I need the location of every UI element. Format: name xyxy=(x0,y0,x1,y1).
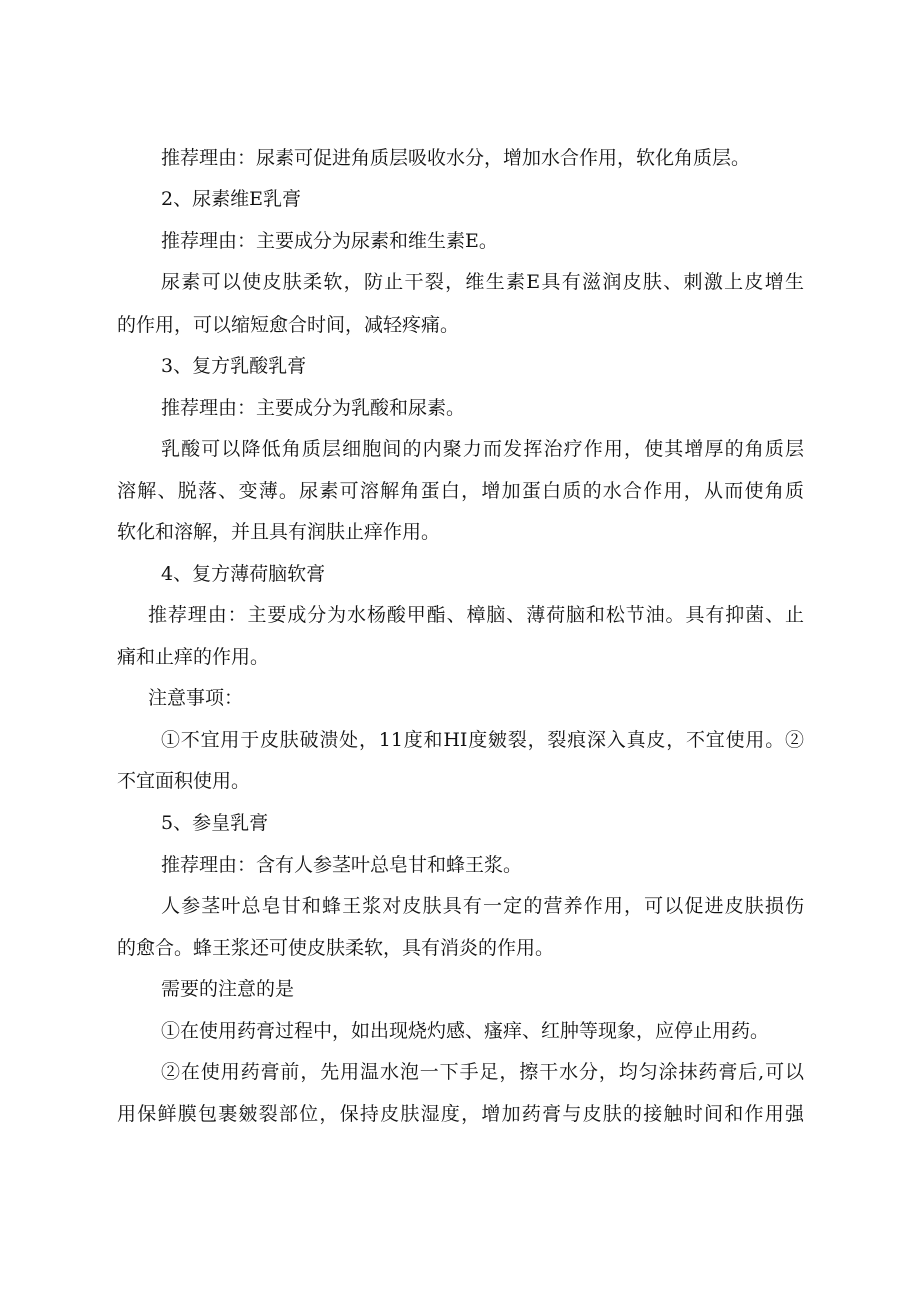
paragraph-line: 的作用，可以缩短愈合时间，减轻疼痛。 xyxy=(117,314,460,336)
paragraph-line: 人参茎叶总皂甘和蜂王浆对皮肤具有一定的营养作用，可以促进皮肤损伤 xyxy=(161,895,804,917)
paragraph-line: 用保鲜膜包裹皴裂部位，保持皮肤湿度，增加药膏与皮肤的接触时间和作用强 xyxy=(117,1103,804,1125)
paragraph-line: 痛和止痒的作用。 xyxy=(117,646,270,668)
paragraph-line: 推荐理由：尿素可促进角质层吸收水分，增加水合作用，软化角质层。 xyxy=(161,147,751,169)
section-heading: 4、复方薄荷脑软膏 xyxy=(161,563,326,585)
section-heading: 2、尿素维E乳膏 xyxy=(161,188,301,210)
paragraph-line: 推荐理由：主要成分为水杨酸甲酯、樟脑、薄荷脑和松节油。具有抑菌、止 xyxy=(148,604,804,626)
paragraph-line: 不宜面积使用。 xyxy=(117,770,251,792)
paragraph-line: 推荐理由：主要成分为尿素和维生素E。 xyxy=(161,230,498,252)
paragraph-line: 推荐理由：主要成分为乳酸和尿素。 xyxy=(161,397,466,419)
paragraph-line: 推荐理由：含有人参茎叶总皂甘和蜂王浆。 xyxy=(161,854,523,876)
paragraph-line: 溶解、脱落、变薄。尿素可溶解角蛋白，增加蛋白质的水合作用，从而使角质 xyxy=(117,480,804,502)
note-heading: 注意事项： xyxy=(148,687,244,709)
paragraph-line: ①在使用药膏过程中，如出现烧灼感、瘙痒、红肿等现象，应停止用药。 xyxy=(161,1020,770,1042)
note-heading: 需要的注意的是 xyxy=(161,978,295,1000)
section-heading: 3、复方乳酸乳膏 xyxy=(161,355,307,377)
paragraph-line: 尿素可以使皮肤柔软，防止干裂，维生素E具有滋润皮肤、刺激上皮增生 xyxy=(161,271,804,293)
paragraph-line: 乳酸可以降低角质层细胞间的内聚力而发挥治疗作用，使其增厚的角质层 xyxy=(161,438,804,460)
paragraph-line: ②在使用药膏前，先用温水泡一下手足，擦干水分，均匀涂抹药膏后,可以 xyxy=(161,1061,804,1083)
paragraph-line: 软化和溶解，并且具有润肤止痒作用。 xyxy=(117,521,441,543)
paragraph-line: 的愈合。蜂王浆还可使皮肤柔软，具有消炎的作用。 xyxy=(117,937,555,959)
paragraph-line: ①不宜用于皮肤破溃处，11度和HI度皴裂，裂痕深入真皮，不宜使用。② xyxy=(161,729,804,751)
section-heading: 5、参皇乳膏 xyxy=(161,812,269,834)
